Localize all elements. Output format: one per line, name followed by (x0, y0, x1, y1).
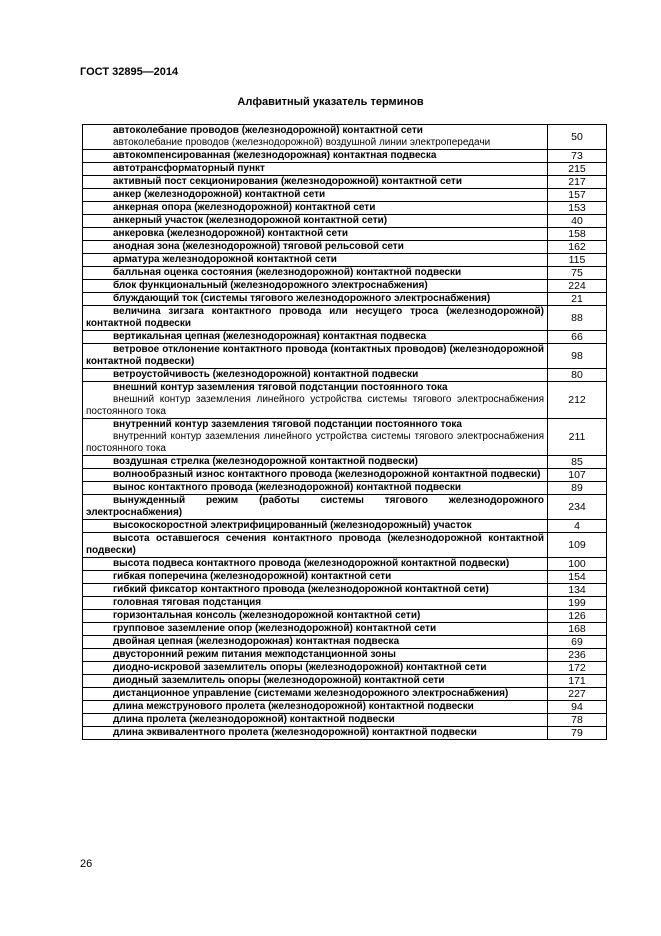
term-number-cell: 157 (548, 189, 607, 202)
term-text: анкерная опора (железнодорожной) контактной сети (113, 202, 376, 213)
term-cell (83, 419, 548, 456)
term-cell (83, 610, 548, 623)
index-row (83, 215, 607, 228)
term-number-cell: 4 (548, 520, 607, 533)
term-number-cell: 85 (548, 456, 607, 469)
index-row (83, 610, 607, 623)
term-text: автоколебание проводов (железнодорожной) контактной сети (113, 125, 423, 136)
term-text: двусторонний режим питания межподстанционной зоны (113, 649, 396, 660)
term-text: ветровое отклонение контактного провода (контактных проводов) (железнодорожной контактной подвески) (86, 344, 544, 367)
term-number-cell: 199 (548, 597, 607, 610)
index-row (83, 293, 607, 306)
term-number-cell: 94 (548, 701, 607, 714)
term-text: групповое заземление опор (железнодорожной) контактной сети (113, 623, 437, 634)
term-text: вынужденный режим (работы системы тягового железнодорожного электроснабжения) (86, 495, 544, 518)
index-row (83, 419, 607, 456)
term-number-cell: 69 (548, 636, 607, 649)
term-cell (83, 293, 548, 306)
terms-index-body (83, 125, 607, 740)
term-text: головная тяговая подстанция (113, 597, 262, 608)
term-cell (83, 254, 548, 267)
term-text: волнообразный износ контактного провода (железнодорожной контактной подвески) (113, 469, 541, 480)
term-number-cell: 78 (548, 714, 607, 727)
index-row (83, 228, 607, 241)
terms-index-table (82, 124, 607, 740)
index-row (83, 701, 607, 714)
term-number-cell: 168 (548, 623, 607, 636)
term-number-cell: 234 (548, 495, 607, 520)
term-cell (83, 369, 548, 382)
term-number-cell: 73 (548, 150, 607, 163)
term-text: воздушная стрелка (железнодорожной контактной подвески) (113, 456, 419, 467)
term-cell (83, 675, 548, 688)
index-row (83, 369, 607, 382)
index-row (83, 344, 607, 369)
term-text: гибкая поперечина (железнодорожной) контактной сети (113, 571, 392, 582)
term-cell (83, 662, 548, 675)
index-row (83, 662, 607, 675)
term-text: высота подвеса контактного провода (железнодорожной контактной подвески) (113, 558, 510, 569)
index-row (83, 584, 607, 597)
index-row (83, 254, 607, 267)
term-cell (83, 382, 548, 419)
term-number-cell: 66 (548, 331, 607, 344)
term-number-cell: 162 (548, 241, 607, 254)
index-row (83, 482, 607, 495)
term-cell (83, 331, 548, 344)
index-row (83, 202, 607, 215)
term-number-cell: 171 (548, 675, 607, 688)
term-number-cell: 88 (548, 306, 607, 331)
term-text: длина межструнового пролета (железнодорожной) контактной подвески (113, 701, 474, 712)
term-cell (83, 150, 548, 163)
term-text: внешний контур заземления тяговой подстанции постоянного тока (113, 382, 448, 393)
index-row (83, 176, 607, 189)
index-row (83, 558, 607, 571)
term-text: дистанционное управление (системами железнодорожного электроснабжения) (113, 688, 509, 699)
term-text: диодный заземлитель опоры (железнодорожной) контактной сети (113, 675, 445, 686)
index-row (83, 727, 607, 740)
term-cell (83, 176, 548, 189)
term-number-cell: 98 (548, 344, 607, 369)
term-cell (83, 163, 548, 176)
index-row (83, 267, 607, 280)
term-cell (83, 727, 548, 740)
term-number-cell: 153 (548, 202, 607, 215)
index-row (83, 714, 607, 727)
index-row (83, 675, 607, 688)
term-text: горизонтальная консоль (железнодорожной контактной сети) (113, 610, 421, 621)
term-text: анкер (железнодорожной) контактной сети (113, 189, 326, 200)
term-number-cell: 107 (548, 469, 607, 482)
term-cell (83, 558, 548, 571)
term-text: внутренний контур заземления тяговой подстанции постоянного тока (113, 419, 462, 430)
term-text: вынос контактного провода (железнодорожной) контактной подвески (113, 482, 462, 493)
page-number: 26 (80, 858, 93, 870)
term-cell (83, 520, 548, 533)
term-cell (83, 228, 548, 241)
term-cell (83, 623, 548, 636)
term-number-cell: 227 (548, 688, 607, 701)
term-cell (83, 456, 548, 469)
term-cell (83, 267, 548, 280)
term-number-cell: 21 (548, 293, 607, 306)
index-row (83, 150, 607, 163)
index-row (83, 280, 607, 293)
term-number-cell: 126 (548, 610, 607, 623)
index-row (83, 241, 607, 254)
term-cell (83, 469, 548, 482)
term-text: блок функциональный (железнодорожного электроснабжения) (113, 280, 428, 291)
index-row (83, 623, 607, 636)
term-cell (83, 495, 548, 520)
term-cell (83, 215, 548, 228)
index-row (83, 125, 607, 150)
document-code: ГОСТ 32895—2014 (80, 66, 179, 78)
term-text: анкерный участок (железнодорожной контактной сети) (113, 215, 388, 226)
term-cell (83, 344, 548, 369)
index-row (83, 636, 607, 649)
index-row (83, 163, 607, 176)
term-cell (83, 189, 548, 202)
index-row (83, 688, 607, 701)
term-text: автокомпенсированная (железнодорожная) контактная подвеска (113, 150, 437, 161)
term-text: анодная зона (железнодорожной) тяговой рельсовой сети (113, 241, 404, 252)
term-text: высота оставшегося сечения контактного провода (железнодорожной контактной подвески) (86, 533, 544, 556)
term-number-cell: 109 (548, 533, 607, 558)
term-cell (83, 306, 548, 331)
term-cell (83, 714, 548, 727)
term-text: автотрансформаторный пункт (113, 163, 265, 174)
term-cell (83, 533, 548, 558)
term-number-cell: 134 (548, 584, 607, 597)
term-text: двойная цепная (железнодорожная) контактная подвеска (113, 636, 400, 647)
term-cell (83, 649, 548, 662)
term-text: длина пролета (железнодорожной) контактной подвески (113, 714, 395, 725)
term-number-cell: 215 (548, 163, 607, 176)
term-number-cell: 217 (548, 176, 607, 189)
index-title: Алфавитный указатель терминов (237, 96, 424, 108)
term-cell (83, 202, 548, 215)
term-number-cell: 212 (548, 382, 607, 419)
term-text: величина зигзага контактного провода или несущего троса (железнодорожной) контактной подвески (86, 306, 544, 329)
term-text: ветроустойчивость (железнодорожной) контактной подвески (113, 369, 419, 380)
term-number-cell: 40 (548, 215, 607, 228)
term-text: активный пост секционирования (железнодорожной) контактной сети (113, 176, 462, 187)
term-text: диодно-искровой заземлитель опоры (железнодорожной) контактной сети (113, 662, 487, 673)
index-row (83, 533, 607, 558)
index-row (83, 469, 607, 482)
term-text: блуждающий ток (системы тягового железнодорожного электроснабжения) (113, 293, 491, 304)
term-number-cell: 75 (548, 267, 607, 280)
index-row (83, 456, 607, 469)
term-cell (83, 701, 548, 714)
index-row (83, 649, 607, 662)
term-text: балльная оценка состояния (железнодорожной) контактной подвески (113, 267, 462, 278)
index-row (83, 495, 607, 520)
term-number-cell: 115 (548, 254, 607, 267)
term-number-cell: 89 (548, 482, 607, 495)
index-row (83, 571, 607, 584)
term-number-cell: 154 (548, 571, 607, 584)
index-row (83, 597, 607, 610)
term-cell (83, 241, 548, 254)
term-number-cell: 50 (548, 125, 607, 150)
term-cell (83, 280, 548, 293)
term-text: высокоскоростной электрифицированный (железнодорожный) участок (113, 520, 472, 531)
term-text: вертикальная цепная (железнодорожная) контактная подвеска (113, 331, 427, 342)
term-text: анкеровка (железнодорожной) контактной сети (113, 228, 349, 239)
index-row (83, 520, 607, 533)
term-cell (83, 688, 548, 701)
term-cell (83, 597, 548, 610)
term-number-cell: 211 (548, 419, 607, 456)
term-text: длина эквивалентного пролета (железнодорожной) контактной подвески (113, 727, 477, 738)
term-text: арматура железнодорожной контактной сети (113, 254, 337, 265)
term-number-cell: 100 (548, 558, 607, 571)
term-number-cell: 158 (548, 228, 607, 241)
term-synonym-text: автоколебание проводов (железнодорожной) воздушной линии электропередачи (113, 137, 491, 148)
term-synonym-text: внешний контур заземления линейного устройства системы тягового электроснабжения постоянного тока (86, 394, 544, 417)
term-synonym-text: внутренний контур заземления линейного устройства системы тягового электроснабжения постоянного тока (86, 431, 544, 454)
index-row (83, 306, 607, 331)
term-text: гибкий фиксатор контактного провода (железнодорожной контактной сети) (113, 584, 489, 595)
index-row (83, 331, 607, 344)
term-cell (83, 125, 548, 150)
term-number-cell: 172 (548, 662, 607, 675)
index-row (83, 382, 607, 419)
term-number-cell: 236 (548, 649, 607, 662)
term-number-cell: 224 (548, 280, 607, 293)
index-row (83, 189, 607, 202)
term-cell (83, 482, 548, 495)
term-number-cell: 80 (548, 369, 607, 382)
term-cell (83, 636, 548, 649)
term-number-cell: 79 (548, 727, 607, 740)
term-cell (83, 571, 548, 584)
term-cell (83, 584, 548, 597)
